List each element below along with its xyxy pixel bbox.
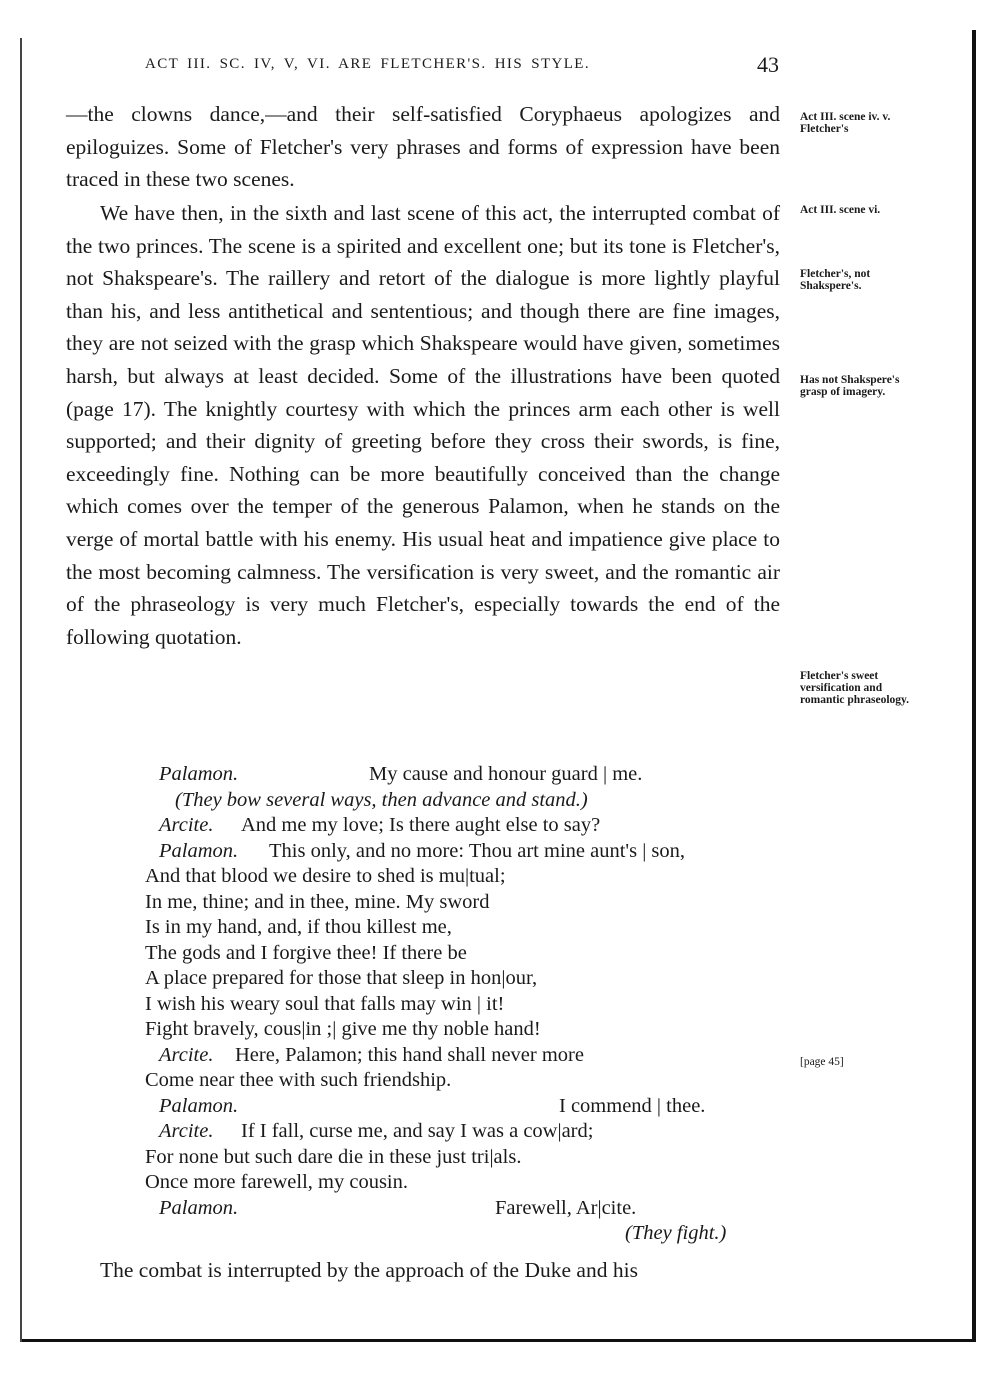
verse-text: The gods and I forgive thee! If there be <box>145 941 467 964</box>
verse-text: Come near thee with such friendship. <box>145 1069 452 1091</box>
paragraph-1 <box>66 98 780 196</box>
paragraph-3 <box>66 1254 780 1287</box>
verse-text: This only, and no more: Thou art mine aunt's | son, <box>269 839 686 862</box>
verse-text: And that blood we desire to shed is mu|tual; <box>145 865 506 887</box>
verse-text: And me my love; Is there aught else to say? <box>241 814 601 836</box>
verse-text: Is in my hand, and, if thou killest me, <box>145 916 452 938</box>
verse-text: I commend | thee. <box>559 1094 706 1117</box>
running-title: ACT III. SC. IV, V, VI. ARE FLETCHER'S. HIS STYLE. <box>145 56 591 72</box>
verse-text: My cause and honour guard | me. <box>369 763 643 785</box>
speaker-name: Arcite. <box>159 814 214 836</box>
speaker-name: Palamon. <box>159 1196 239 1219</box>
speaker-name: Palamon. <box>159 763 239 785</box>
paragraph-2 <box>66 197 780 653</box>
margin-note-5: Fletcher's sweet versification and romantic phraseology. <box>800 670 910 706</box>
margin-note-1: Act III. scene iv. v. Fletcher's <box>800 111 891 135</box>
margin-note-4: Has not Shakspere's grasp of imagery. <box>800 374 900 398</box>
verse-text: Once more farewell, my cousin. <box>145 1171 408 1193</box>
verse-text: In me, thine; and in thee, mine. My sword <box>145 890 490 913</box>
verse-text: For none but such dare die in these just tri|als. <box>145 1145 522 1168</box>
verse-text: I wish his weary soul that falls may win | it! <box>145 992 505 1015</box>
margin-note-6: [page 45] <box>800 1056 844 1068</box>
page-left-rule <box>20 38 22 1342</box>
verse-text: Fight bravely, cous|in ;| give me thy noble hand! <box>145 1018 541 1040</box>
paragraph-1-text: —the clowns dance,—and their self-satisfied Coryphaeus apologizes and epiloguizes. Some of Fletcher's very phrases and forms of expression have been traced in these two scenes. <box>66 102 780 192</box>
page-number: 43 <box>757 52 779 77</box>
stage-direction: (They fight.) <box>625 1222 727 1244</box>
speaker-name: Arcite. <box>159 1043 214 1066</box>
margin-note-3: Fletcher's, not Shakspere's. <box>800 268 871 292</box>
speaker-name: Palamon. <box>159 1094 239 1117</box>
verse-text: Here, Palamon; this hand shall never more <box>235 1043 584 1066</box>
page-bottom-rule <box>22 1339 976 1342</box>
paragraph-3-text: The combat is interrupted by the approach of the Duke and his <box>100 1258 638 1282</box>
verse-text: Farewell, Ar|cite. <box>495 1196 637 1219</box>
paragraph-2-text: We have then, in the sixth and last scene of this act, the interrupted combat of the two princes. The scene is a spirited and excellent one; but its tone is Fletcher's, not Shakspeare's. The raillery and retort of the dialogue is more lightly playful than his, and less antithetical and sententious; and though there are fine images, they are not seized with the grasp which Shakspeare would have given, sometimes harsh, but always at least decided. Some of the illustrations have been quoted (page 17). The knightly courtesy with which the princes arm each other is well supported; and their dignity of greeting before they cross their swords, is fine, exceedingly fine. Nothing can be more beautifully conceived than the change which comes over the temper of the generous Palamon, when he stands on the verge of mortal battle with his enemy. His usual heat and impatience give place to the most becoming calmness. The versification is very sweet, and the romantic air of the phraseology is very much Fletcher's, especially towards the end of the following quotation. <box>66 201 780 649</box>
margin-note-2: Act III. scene vi. <box>800 204 881 216</box>
page-right-rule <box>972 30 976 1342</box>
verse-text: A place prepared for those that sleep in hon|our, <box>145 967 538 989</box>
speaker-name: Arcite. <box>159 1120 214 1142</box>
stage-direction: (They bow several ways, then advance and stand.) <box>175 788 588 811</box>
speaker-name: Palamon. <box>159 839 239 862</box>
verse-text: If I fall, curse me, and say I was a cow|ard; <box>241 1120 594 1142</box>
